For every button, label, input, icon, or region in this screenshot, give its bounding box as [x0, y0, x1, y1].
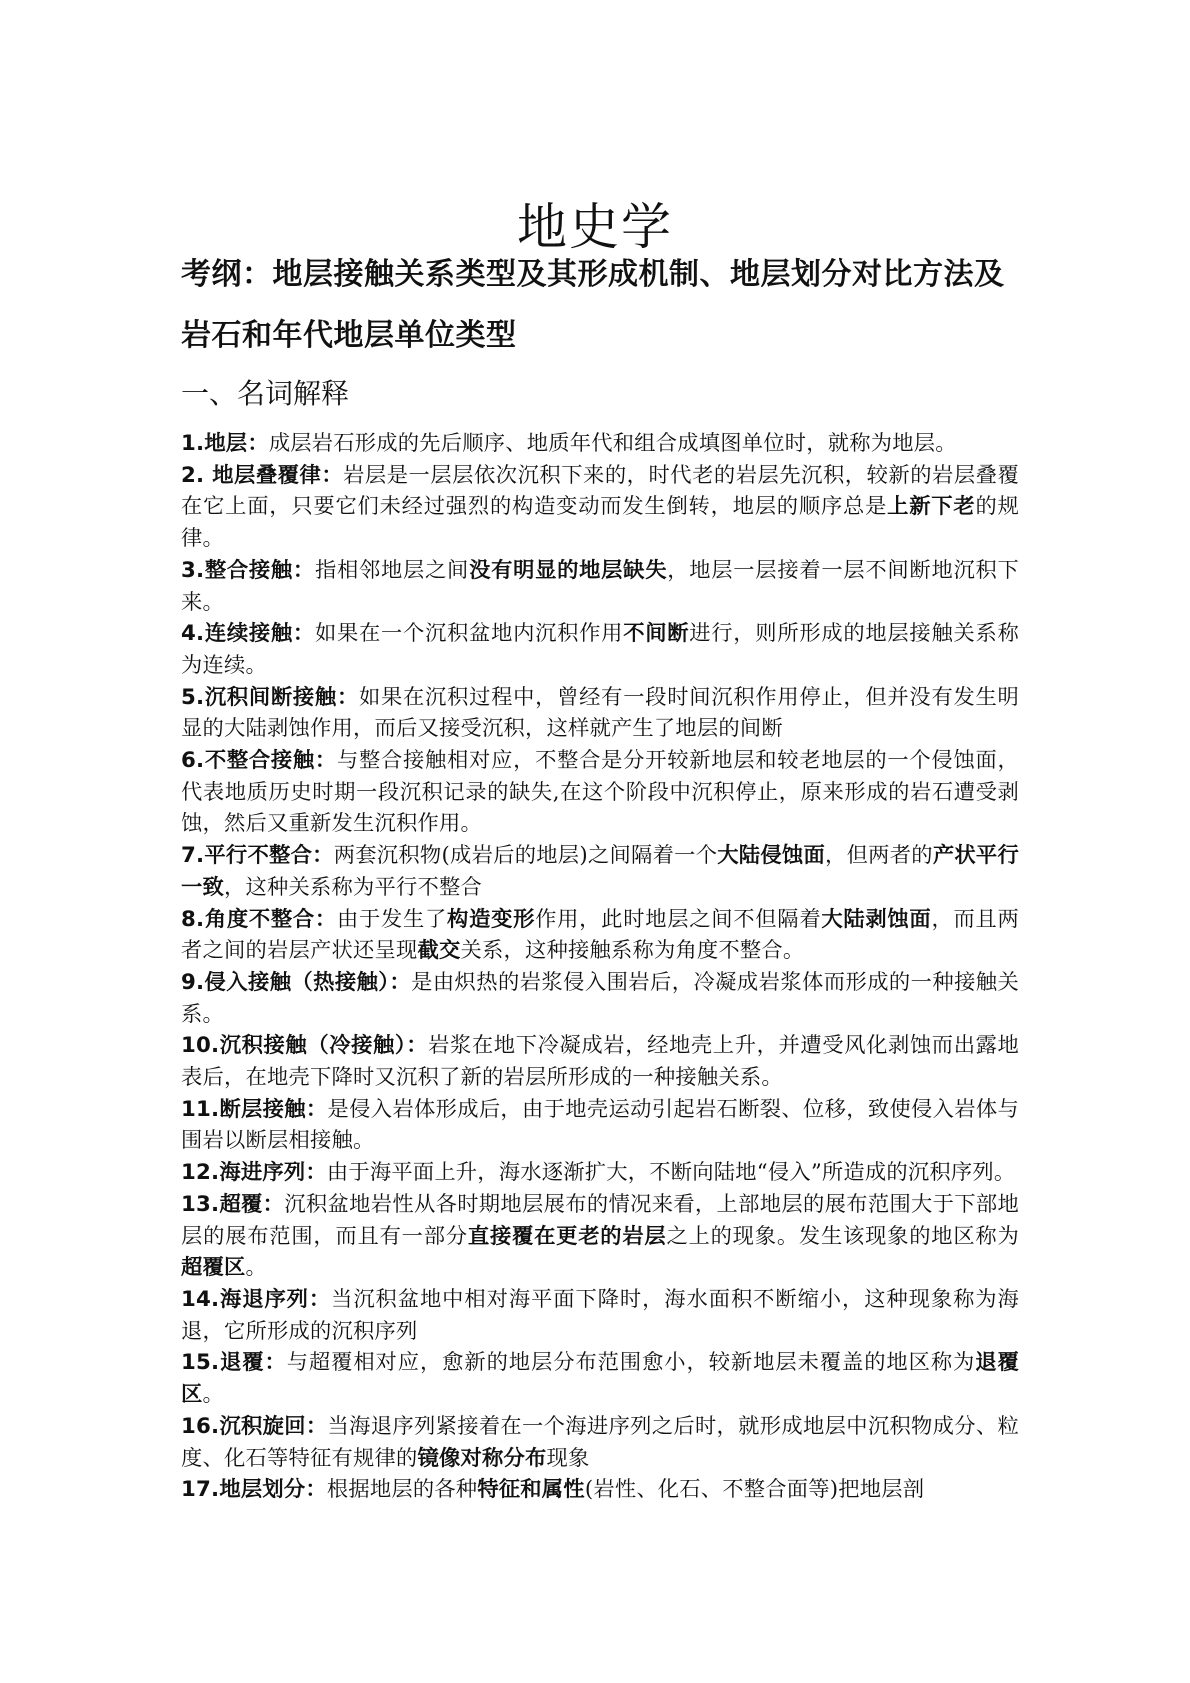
- definition-text: 由于海平面上升，海水逐渐扩大，不断向陆地“侵入”所造成的沉积序列。: [326, 1160, 1016, 1186]
- definition-text: 。: [245, 1255, 267, 1281]
- definition-emphasis: 超覆区: [181, 1255, 246, 1281]
- definition-term: 沉积间断接触: [204, 684, 337, 710]
- definition-term: 侵入接触（热接触）: [204, 969, 390, 995]
- definition-item: [181, 1347, 1019, 1410]
- definition-text: 如果在沉积过程中，曾经有一段时间沉积作用停止，但并没有发生明显的大陆剥蚀作用，而后又接受沉积，这样就产生了地层的间断: [181, 684, 1020, 742]
- definition-term: 地层: [204, 431, 248, 456]
- definition-term: 平行不整合: [204, 843, 313, 869]
- exam-outline-heading: 考纲：地层接触关系类型及其形成机制、地层划分对比方法及岩石和年代地层单位类型: [181, 257, 1005, 353]
- definition-emphasis: 镜像对称分布: [417, 1445, 547, 1471]
- definition-item: [181, 1411, 1019, 1474]
- definition-separator: ：: [406, 1033, 429, 1059]
- definition-number: 5.: [181, 684, 205, 710]
- definition-item: [181, 555, 1019, 618]
- definition-number: 1.: [181, 431, 205, 456]
- definition-item: [181, 618, 1019, 681]
- definition-number: 8.: [181, 906, 205, 932]
- definition-emphasis: 截交: [417, 938, 461, 964]
- definition-number: 16.: [181, 1413, 220, 1439]
- definition-text: 作用，此时地层之间不但隔着: [535, 906, 822, 932]
- definition-text: 根据地层的各种: [326, 1477, 478, 1503]
- definition-separator: ：: [264, 1350, 287, 1376]
- section-heading: 一、名词解释: [181, 377, 350, 410]
- definition-term: 退覆: [219, 1350, 265, 1376]
- definition-emphasis: 特征和属性: [477, 1477, 585, 1503]
- definition-number: 15.: [181, 1350, 220, 1376]
- definition-number: 7.: [181, 843, 205, 869]
- definition-emphasis: 产状平行一致: [181, 843, 1019, 900]
- definition-item: [181, 904, 1019, 967]
- definition-separator: ：: [262, 1191, 285, 1217]
- definition-separator: ：: [247, 431, 269, 456]
- definition-text: 现象: [546, 1445, 590, 1471]
- definition-text: 当海退序列紧接着在一个海进序列之后时，就形成地层中沉积物成分、粒度、化石等特征有规律的: [181, 1413, 1020, 1471]
- definition-separator: ：: [312, 843, 334, 869]
- definition-text: 指相邻地层之间: [314, 557, 470, 583]
- definition-text: 是侵入岩体形成后，由于地壳运动引起岩石断裂、位移，致使侵入岩体与围岩以断层相接触。: [181, 1096, 1020, 1154]
- definition-separator: ：: [308, 1286, 332, 1312]
- definition-number: 3.: [181, 557, 205, 583]
- definition-number: 13.: [181, 1191, 220, 1217]
- definition-separator: ：: [305, 1413, 328, 1439]
- definition-text: 两套沉积物(成岩后的地层)之间隔着一个: [333, 843, 718, 869]
- definition-number: 11.: [181, 1096, 220, 1122]
- definition-item: [181, 1157, 1019, 1189]
- definition-term: 连续接触: [204, 621, 293, 647]
- definition-text: ，地层一层接着一层不间断地沉积下来。: [181, 557, 1019, 615]
- definition-emphasis: 退覆区: [181, 1350, 1019, 1408]
- definition-separator: ：: [292, 621, 315, 647]
- definition-item: [181, 460, 1019, 555]
- definition-emphasis: 不间断: [623, 621, 690, 647]
- definition-text: 成层岩石形成的先后顺序、地质年代和组合成填图单位时，就称为地层。: [268, 431, 957, 456]
- definition-separator: ：: [305, 1477, 327, 1503]
- definition-term: 角度不整合: [204, 906, 315, 932]
- definition-term: 海进序列: [219, 1160, 306, 1186]
- definition-term: 超覆: [219, 1191, 263, 1217]
- definition-text: ，而且两者之间的岩层产状还呈现: [181, 906, 1019, 964]
- definition-emphasis: 大陆剥蚀面: [821, 906, 932, 932]
- definition-text: 岩层是一层层依次沉积下来的，时代老的岩层先沉积，较新的岩层叠覆在它上面，只要它们未经过强烈的构造变动而发生倒转，地层的顺序总是: [181, 462, 1019, 520]
- definition-item: [181, 1030, 1019, 1093]
- definition-text: 关系，这种接触系称为角度不整合。: [460, 938, 805, 964]
- definition-text: 如果在一个沉积盆地内沉积作用: [314, 621, 624, 647]
- definition-text: 之上的现象。发生该现象的地区称为: [666, 1223, 1019, 1249]
- definition-item: [181, 967, 1019, 1030]
- definition-text: 与超覆相对应，愈新的地层分布范围愈小，较新地层未覆盖的地区称为: [286, 1350, 976, 1376]
- definition-text: 进行，则所形成的地层接触关系称为连续。: [181, 621, 1019, 678]
- definition-term: 不整合接触: [204, 748, 315, 774]
- definition-text: ，这种关系称为平行不整合: [224, 874, 482, 900]
- definition-text: 当沉积盆地中相对海平面下降时，海水面积不断缩小，这种现象称为海退，它所形成的沉积序列: [181, 1286, 1019, 1344]
- definition-item: [181, 1284, 1019, 1347]
- definition-number: 6.: [181, 748, 205, 774]
- definition-separator: ：: [292, 557, 315, 583]
- definition-text: 由于发生了: [336, 906, 448, 932]
- definition-item: [181, 1189, 1019, 1284]
- definition-text: 岩浆在地下冷凝成岩，经地壳上升，并遭受风化剥蚀而出露地表后，在地壳下降时又沉积了新的岩层所形成的一种接触关系。: [181, 1033, 1019, 1091]
- definition-term: 整合接触: [204, 557, 293, 583]
- definition-text: ，但两者的: [825, 843, 933, 869]
- definition-separator: ：: [314, 906, 337, 932]
- definition-list: [181, 428, 1019, 1506]
- definition-separator: ：: [389, 969, 412, 995]
- definition-separator: ：: [305, 1160, 327, 1186]
- definition-text: 是由炽热的岩浆侵入围岩后，冷凝成岩浆体而形成的一种接触关系。: [181, 969, 1020, 1027]
- definition-emphasis: 上新下老: [887, 494, 976, 520]
- definition-term: 沉积旋回: [219, 1413, 306, 1439]
- definition-text: 沉积盆地岩性从各时期地层展布的情况来看，上部地层的展布范围大于下部地层的展布范围，而且有一部分: [181, 1191, 1019, 1249]
- definition-emphasis: 直接覆在更老的岩层: [467, 1223, 667, 1249]
- definition-emphasis: 大陆侵蚀面: [717, 843, 826, 869]
- definition-item: [181, 682, 1019, 745]
- definition-number: 14.: [181, 1286, 220, 1312]
- definition-number: 12.: [181, 1160, 220, 1186]
- definition-separator: ：: [336, 684, 359, 710]
- definition-text: 与整合接触相对应，不整合是分开较新地层和较老地层的一个侵蚀面，代表地质历史时期一段沉积记录的缺失,在这个阶段中沉积停止，原来形成的岩石遭受剥蚀，然后又重新发生沉积作用。: [181, 748, 1019, 837]
- definition-term: 沉积接触（冷接触）: [219, 1033, 407, 1059]
- definition-number: 4.: [181, 621, 205, 647]
- definition-separator: ：: [321, 462, 344, 488]
- definition-emphasis: 没有明显的地层缺失: [469, 557, 668, 583]
- definition-number: 17.: [181, 1477, 220, 1503]
- definition-item: [181, 1474, 1019, 1506]
- definition-item: [181, 745, 1019, 840]
- definition-text: (岩性、化石、不整合面等)把地层剖: [584, 1477, 925, 1503]
- definition-term: 海退序列: [219, 1286, 309, 1312]
- definition-emphasis: 构造变形: [447, 906, 536, 932]
- definition-term: 断层接触: [219, 1096, 306, 1122]
- definition-number: 10.: [181, 1033, 220, 1059]
- definition-item: [181, 1094, 1019, 1157]
- page-title: 地史学: [517, 197, 673, 256]
- definition-text: 。: [202, 1382, 224, 1408]
- definition-separator: ：: [305, 1096, 328, 1122]
- definition-item: [181, 428, 1019, 460]
- definition-term: 地层划分: [219, 1477, 306, 1503]
- definition-text: 的规律。: [181, 494, 1020, 552]
- definition-separator: ：: [314, 748, 337, 774]
- definition-number: 2.: [181, 462, 213, 488]
- definition-number: 9.: [181, 969, 205, 995]
- definition-item: [181, 840, 1019, 903]
- definition-term: 地层叠覆律: [212, 462, 322, 488]
